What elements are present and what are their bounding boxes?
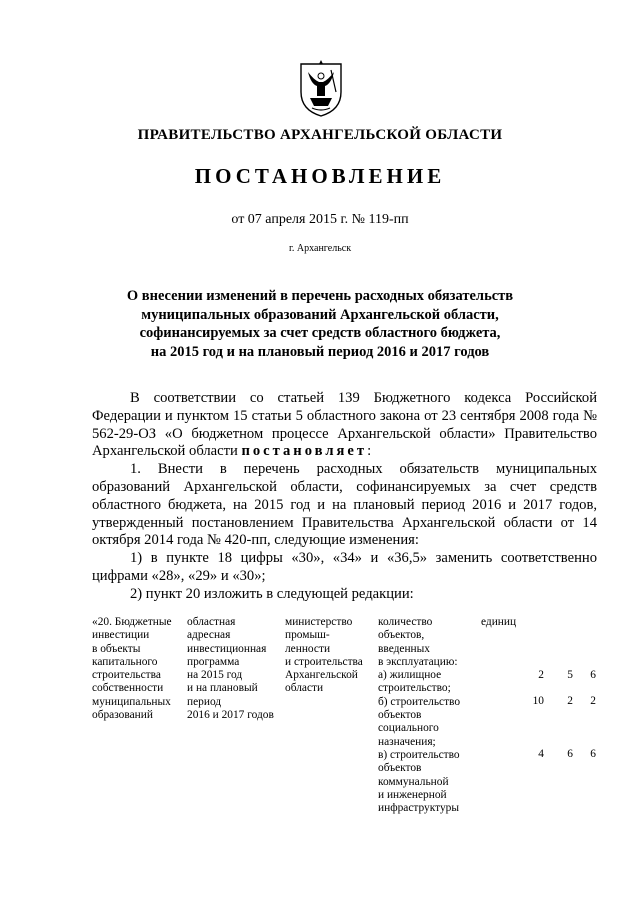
table-cell-line: коммунальной xyxy=(378,775,449,788)
subject-line: муниципальных образований Архангельской области, xyxy=(141,306,499,323)
table-value: 6 xyxy=(590,748,596,760)
coat-of-arms-icon xyxy=(298,58,344,118)
table-cell-line: и инженерной xyxy=(378,788,447,801)
table-cell-line: ленности xyxy=(285,642,331,655)
table-column-ministry xyxy=(285,616,363,696)
table-cell-line: социального xyxy=(378,722,439,735)
table-cell-line: муниципальных xyxy=(92,695,171,708)
item-1-1-paragraph: 1) в пункте 18 цифры «30», «34» и «36,5» заменить соответственно цифрами «28», «29» и «30»; xyxy=(92,550,597,584)
table-value: 2 xyxy=(538,669,544,681)
table-cell-line: количество xyxy=(378,616,433,628)
table-cell-line: и строительства xyxy=(285,655,363,668)
table-cell-line: в объекты xyxy=(92,642,141,655)
table-cell-line: «20. Бюджетные xyxy=(92,616,172,628)
table-cell-line: капитального xyxy=(92,655,158,668)
table-column-indicator xyxy=(378,616,460,815)
table-cell-line: б) строительство xyxy=(378,695,461,708)
table-cell-line: в) строительство xyxy=(378,748,460,761)
table-value: 2 xyxy=(590,695,596,707)
table-value: 10 xyxy=(532,695,544,707)
table-cell-line: промыш- xyxy=(285,629,330,642)
resolves-word: постановляет xyxy=(241,443,368,460)
table-cell-line: адресная xyxy=(187,629,231,642)
subject-line: софинансируемых за счет средств областного бюджета, xyxy=(139,325,501,341)
table-unit: единиц xyxy=(481,616,517,628)
item-1-2-paragraph: 2) пункт 20 изложить в следующей редакции: xyxy=(130,585,414,602)
table-cell-line: инфраструктуры xyxy=(378,802,459,815)
table-cell-line: Архангельской xyxy=(285,669,358,682)
table-cell-line: инвестиции xyxy=(92,629,150,642)
table-cell-line: строительства xyxy=(92,669,161,682)
table-cell-line: и на плановый xyxy=(187,682,258,695)
table-cell-line: областная xyxy=(187,616,236,628)
table-cell-line: области xyxy=(285,682,324,695)
table-column-purpose xyxy=(92,616,172,722)
table-cell-line: министерство xyxy=(285,616,353,628)
table-value: 6 xyxy=(590,669,596,681)
table-value: 2 xyxy=(567,695,573,707)
table-cell-line: программа xyxy=(187,655,240,668)
table-column-program xyxy=(187,616,274,722)
document-type-title: ПОСТАНОВЛЕНИЕ xyxy=(194,164,446,188)
subject-line: на 2015 год и на плановый период 2016 и 2017 годов xyxy=(150,343,490,360)
colon: : xyxy=(367,443,372,460)
city-name: г. Архангельск xyxy=(288,243,352,254)
government-title: ПРАВИТЕЛЬСТВО АРХАНГЕЛЬСКОЙ ОБЛАСТИ xyxy=(137,127,503,143)
table-value: 6 xyxy=(567,748,573,760)
table-cell-line: в эксплуатацию: xyxy=(378,655,458,668)
date-and-number: от 07 апреля 2015 г. № 119-пп xyxy=(231,212,409,227)
table-cell-line: собственности xyxy=(92,682,164,695)
table-cell-line: 2016 и 2017 годов xyxy=(187,709,274,722)
table-cell-line: назначения; xyxy=(378,735,436,748)
table-cell-line: период xyxy=(187,695,222,708)
table-cell-line: объектов xyxy=(378,709,422,722)
table-cell-line: строительство; xyxy=(378,682,451,695)
table-cell-line: инвестиционная xyxy=(187,642,267,655)
table-value: 5 xyxy=(567,669,573,681)
preamble-paragraph xyxy=(92,390,597,461)
item-1-paragraph: 1. Внести в перечень расходных обязательств муниципальных образований Архангельской области, софинансируемых за счет средств областного бюджета, на 2015 год и на плановый период 2016 и 2017 годов, утвержденный постановлением Правительства Архангельской области от 14 октября 2014 года № 420-пп, следующие изменения: xyxy=(92,461,597,549)
table-cell-line: образований xyxy=(92,709,153,722)
table-cell-line: объектов, xyxy=(378,629,425,642)
decree-body xyxy=(92,390,597,604)
table-cell-line: на 2015 год xyxy=(187,669,243,682)
table-cell-line: введенных xyxy=(378,642,430,655)
preamble-text: В соответствии со статьей 139 Бюджетного кодекса Российской Федерации и пунктом 15 статьи 5 областного закона от 23 сентября 2008 года № 562-29-ОЗ «О бюджетном процессе Архангельской области» Правительство Архангельской области xyxy=(92,390,597,460)
subject-line: О внесении изменений в перечень расходных обязательств xyxy=(126,288,514,304)
table-cell-line: а) жилищное xyxy=(378,669,442,682)
table-value: 4 xyxy=(538,748,544,760)
decree-subject xyxy=(0,287,640,361)
table-cell-line: объектов xyxy=(378,762,422,775)
